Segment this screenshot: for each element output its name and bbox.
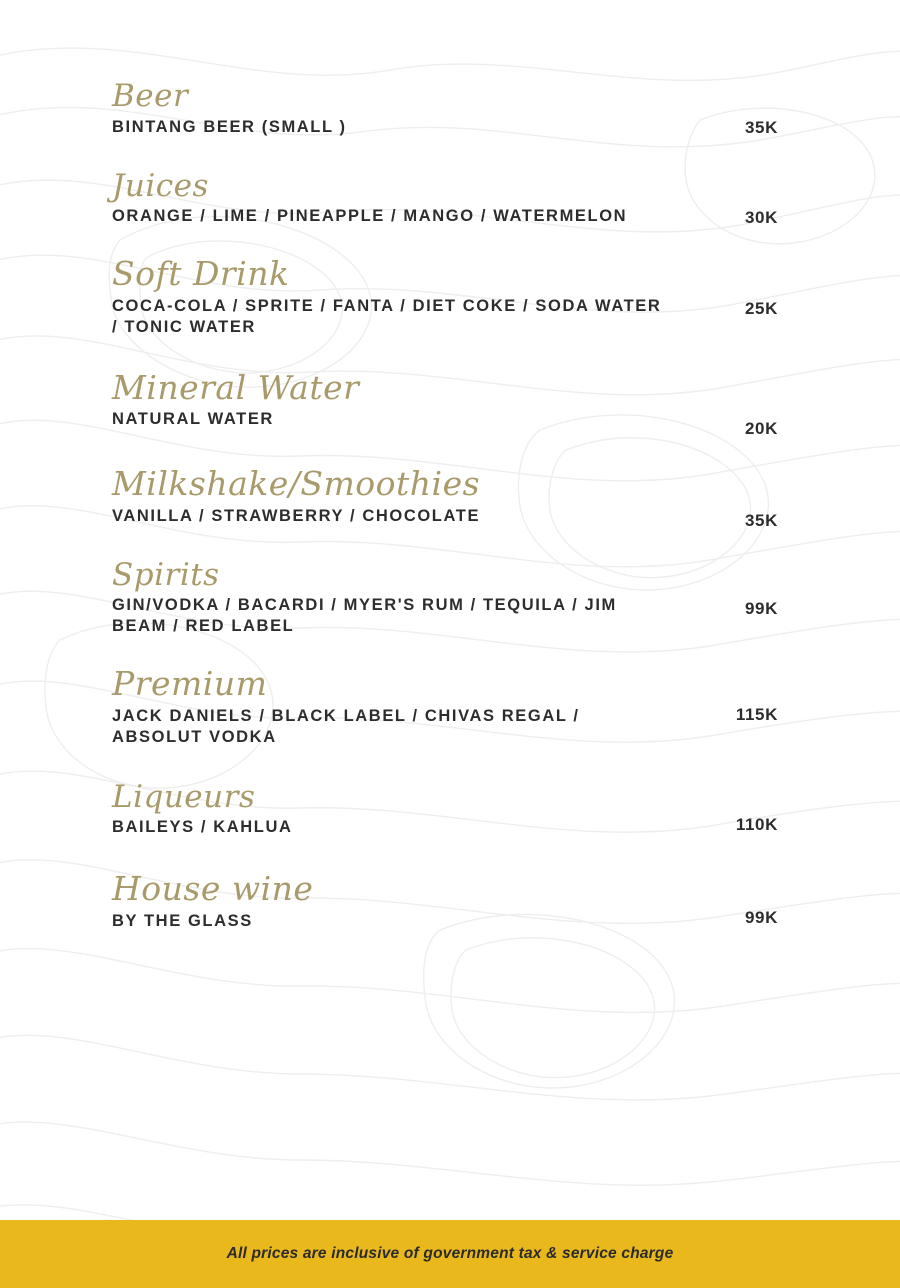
category-title: Beer	[112, 78, 189, 114]
category-title: Juices	[112, 167, 209, 204]
price-label: 20K	[745, 418, 778, 438]
category-description: BY THE GLASS	[112, 912, 253, 931]
category-title: Liqueurs	[112, 778, 256, 815]
category-title: Milkshake/Smoothies	[112, 463, 481, 503]
category-title: Soft Drink	[112, 254, 290, 294]
footer-note: All prices are inclusive of government tax & service charge	[226, 1245, 674, 1262]
menu-item	[0, 255, 900, 338]
menu-item	[0, 463, 900, 530]
price-label: 30K	[745, 207, 778, 227]
price-label: 25K	[745, 299, 778, 319]
category-title: Spirits	[112, 556, 220, 593]
price-label: 99K	[745, 598, 778, 618]
category-description: JACK DANIELS / BLACK LABEL / CHIVAS REGAL / ABSOLUT VODKA	[112, 707, 580, 747]
price-label: 110K	[735, 814, 778, 834]
category-title: House wine	[112, 869, 314, 909]
category-description: BAILEYS / KAHLUA	[112, 818, 293, 837]
footer-bar	[0, 1220, 900, 1288]
price-label: 35K	[745, 118, 778, 137]
menu-item	[0, 779, 900, 839]
category-description: BINTANG BEER (SMALL )	[112, 117, 347, 136]
category-title: Mineral Water	[112, 367, 360, 407]
category-title: Premium	[112, 664, 268, 704]
menu-item	[0, 78, 900, 138]
category-description: COCA-COLA / SPRITE / FANTA / DIET COKE / SODA WATER / TONIC WATER	[112, 297, 662, 337]
menu-item	[0, 665, 900, 748]
menu-list	[0, 78, 900, 932]
category-description: NATURAL WATER	[112, 410, 274, 429]
price-label: 99K	[745, 908, 778, 928]
category-description: ORANGE / LIME / PINEAPPLE / MANGO / WATERMELON	[112, 207, 628, 226]
category-description: GIN/VODKA / BACARDI / MYER'S RUM / TEQUILA / JIM BEAM / RED LABEL	[112, 596, 617, 636]
category-description: VANILLA / STRAWBERRY / CHOCOLATE	[112, 506, 481, 525]
menu-item	[0, 557, 900, 638]
price-label: 35K	[745, 510, 778, 530]
menu-item	[0, 367, 900, 438]
menu-item	[0, 870, 900, 932]
price-label: 115K	[735, 705, 778, 725]
menu-item	[0, 168, 900, 228]
